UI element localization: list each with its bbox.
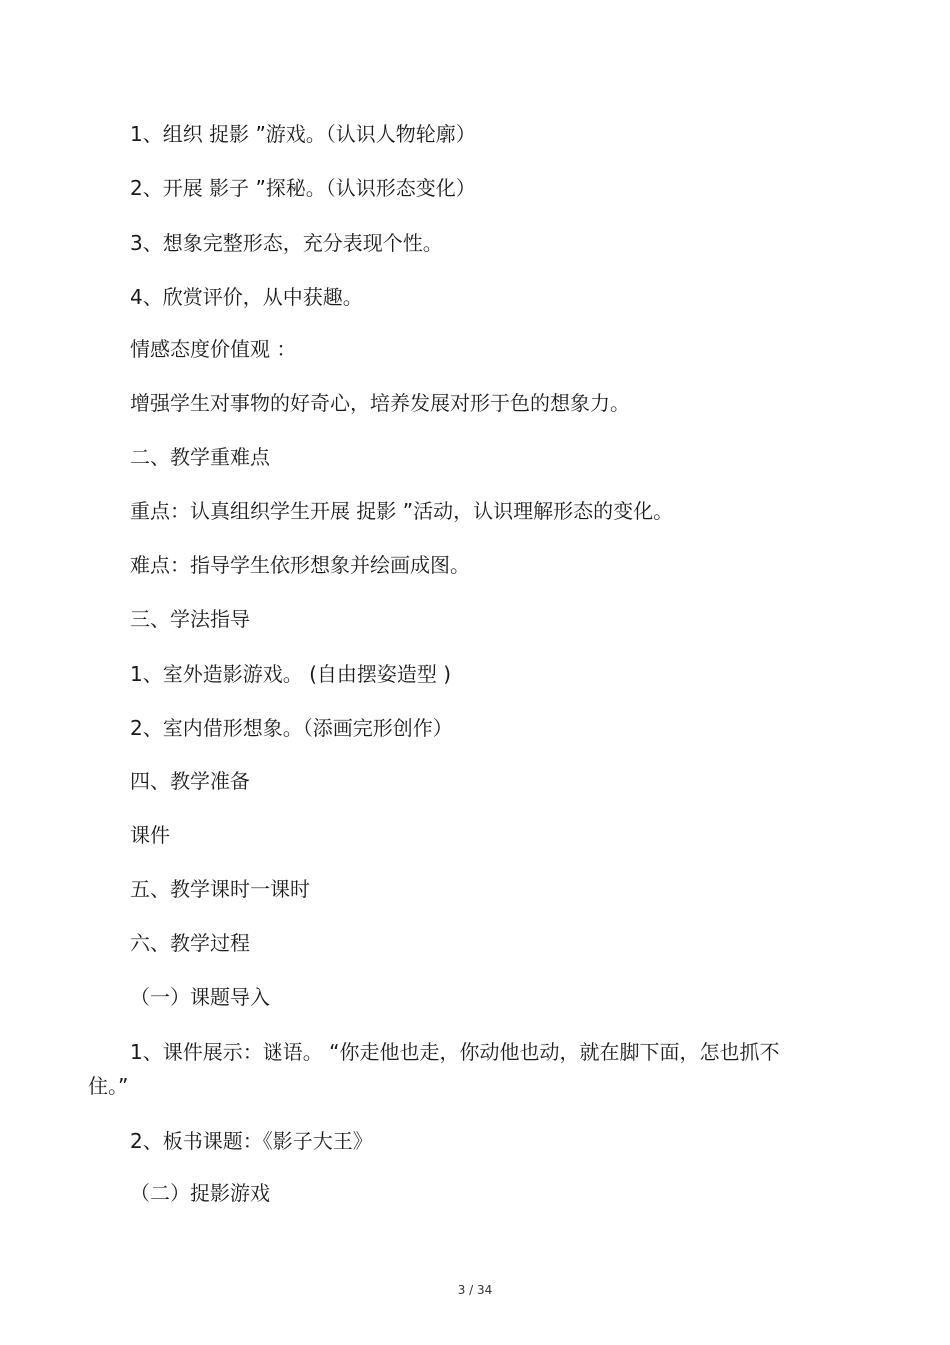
subsection-heading: （一）课题导入	[130, 985, 270, 1009]
page-number: 3 / 34	[457, 1283, 493, 1297]
section-heading: 三、学法指导	[130, 607, 250, 631]
text-line: 重点：认真组织学生开展 捉影 ”活动，认识理解形态的变化。	[130, 499, 674, 523]
section-heading: 六、教学过程	[130, 931, 250, 955]
section-heading: 二、教学重难点	[130, 445, 270, 469]
text-line: 1、室外造影游戏。 (自由摆姿造型 )	[130, 662, 452, 686]
section-heading: 五、教学课时一课时	[130, 877, 310, 901]
text-line: 2、室内借形想象。（添画完形创作）	[130, 716, 453, 740]
text-line: 4、欣赏评价，从中获趣。	[130, 285, 363, 309]
text-line-continuation: 住。”	[88, 1074, 129, 1098]
text-line: 情感态度价值观 ：	[130, 337, 297, 361]
text-line: 1、组织 捉影 ”游戏。（认识人物轮廓）	[130, 122, 476, 146]
text-line: 增强学生对事物的好奇心，培养发展对形于色的想象力。	[130, 391, 630, 415]
text-line: 课件	[130, 823, 170, 847]
text-line: 3、想象完整形态，充分表现个性。	[130, 231, 443, 255]
section-heading: 四、教学准备	[130, 769, 250, 793]
text-line: 2、开展 影子 ”探秘。（认识形态变化）	[130, 176, 476, 200]
text-line: 难点：指导学生依形想象并绘画成图。	[130, 553, 470, 577]
text-line: 2、板书课题：《影子大王》	[130, 1129, 373, 1153]
text-line: 1、课件展示：谜语。 “你走他也走，你动他也动，就在脚下面，怎也抓不	[130, 1040, 780, 1064]
subsection-heading: （二）捉影游戏	[130, 1181, 270, 1205]
